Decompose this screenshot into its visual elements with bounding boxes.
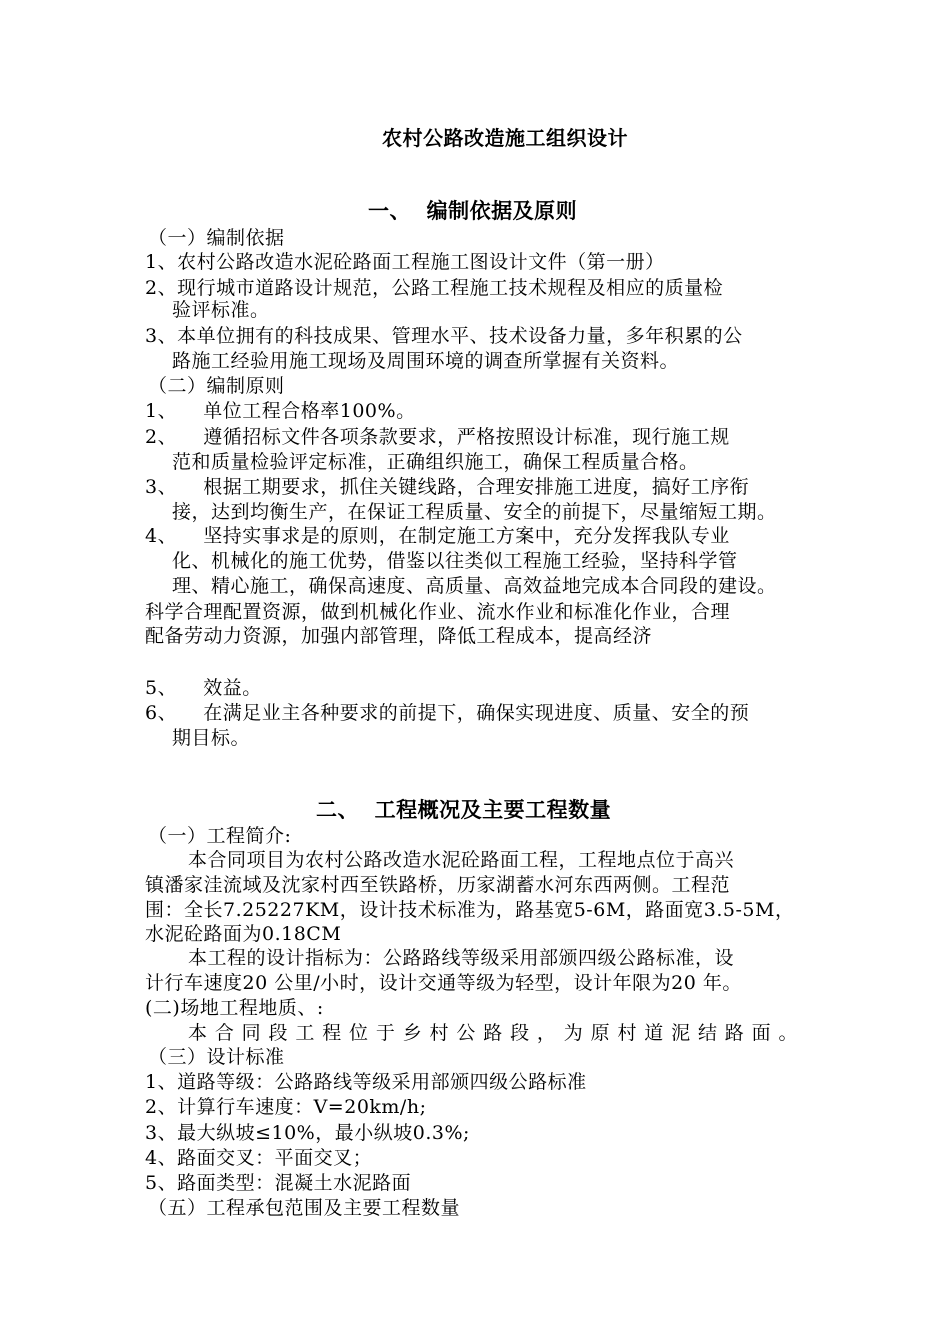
principle-item-continued: 期目标。 xyxy=(172,727,251,749)
principle-item-continued: 范和质量检验评定标准，正确组织施工，确保工程质量合格。 xyxy=(172,451,699,473)
standard-item: 5、路面类型：混凝土水泥路面 xyxy=(145,1172,412,1194)
standard-item: 3、最大纵坡≤10%，最小纵坡0.3%; xyxy=(145,1122,470,1144)
principle-item-continued: 化、机械化的施工优势，借鉴以往类似工程施工经验，坚持科学管 xyxy=(172,550,738,572)
principle-item-continued: 理、精心施工，确保高速度、高质量、高效益地完成本合同段的建设。 xyxy=(172,575,777,597)
principle-item: 3、 根据工期要求，抓住关键线路，合理安排施工进度，搞好工序衔 xyxy=(145,476,750,498)
principle-item: 5、 效益。 xyxy=(145,677,262,699)
subheading-intro: （一）工程简介: xyxy=(148,825,292,847)
principle-item: 4、 坚持实事求是的原则，在制定施工方案中，充分发挥我队专业 xyxy=(145,525,730,547)
intro-paragraph: 水泥砼路面为0.18CM xyxy=(145,923,342,945)
intro-paragraph: 本工程的设计指标为：公路路线等级采用部颁四级公路标准，设 xyxy=(188,947,735,969)
intro-paragraph: 本合同项目为农村公路改造水泥砼路面工程，工程地点位于高兴 xyxy=(188,849,735,871)
subheading-principles: （二）编制原则 xyxy=(148,375,285,397)
principle-item: 1、 单位工程合格率100%。 xyxy=(145,400,416,422)
intro-paragraph: 围：全长7.25227KM，设计技术标准为，路基宽5-6M，路面宽3.5-5M， xyxy=(145,899,795,921)
standard-item: 1、道路等级：公路路线等级采用部颁四级公路标准 xyxy=(145,1071,587,1093)
subheading-geology: (二)场地工程地质、: xyxy=(145,997,324,1019)
section-heading-2: 二、 工程概况及主要工程数量 xyxy=(316,798,612,822)
subheading-scope: （五）工程承包范围及主要工程数量 xyxy=(148,1197,461,1219)
standard-item: 2、计算行车速度：V=20km/h; xyxy=(145,1096,427,1118)
document-title: 农村公路改造施工组织设计 xyxy=(382,126,628,150)
standard-item: 4、路面交叉：平面交叉； xyxy=(145,1147,373,1169)
basis-item: 3、本单位拥有的科技成果、管理水平、技术设备力量，多年积累的公 xyxy=(145,325,743,347)
intro-paragraph: 镇潘家洼流域及沈家村西至铁路桥，历家湖蓄水河东西两侧。工程范 xyxy=(145,874,731,896)
principle-item-continued: 接，达到均衡生产，在保证工程质量、安全的前提下，尽量缩短工期。 xyxy=(172,501,777,523)
subheading-standards: （三）设计标准 xyxy=(148,1046,285,1068)
basis-item-continued: 验评标准。 xyxy=(172,299,270,321)
principle-paragraph: 配备劳动力资源，加强内部管理，降低工程成本，提高经济 xyxy=(145,625,653,647)
principle-item: 2、 遵循招标文件各项条款要求，严格按照设计标准，现行施工规 xyxy=(145,426,730,448)
basis-item: 2、现行城市道路设计规范，公路工程施工技术规程及相应的质量检 xyxy=(145,277,724,299)
intro-paragraph: 计行车速度20 公里/小时，设计交通等级为轻型，设计年限为20 年。 xyxy=(145,972,742,994)
basis-item: 1、农村公路改造水泥砼路面工程施工图设计文件（第一册） xyxy=(145,251,665,273)
principle-paragraph: 科学合理配置资源，做到机械化作业、流水作业和标准化作业，合理 xyxy=(145,601,731,623)
basis-item-continued: 路施工经验用施工现场及周围环境的调查所掌握有关资料。 xyxy=(172,350,680,372)
geology-paragraph: 本合同段工程位于乡村公路段，为原村道泥结路面。 xyxy=(188,1022,798,1044)
subheading-basis: （一）编制依据 xyxy=(148,227,285,249)
principle-item: 6、 在满足业主各种要求的前提下，确保实现进度、质量、安全的预 xyxy=(145,702,750,724)
section-heading-1: 一、 编制依据及原则 xyxy=(368,199,578,223)
